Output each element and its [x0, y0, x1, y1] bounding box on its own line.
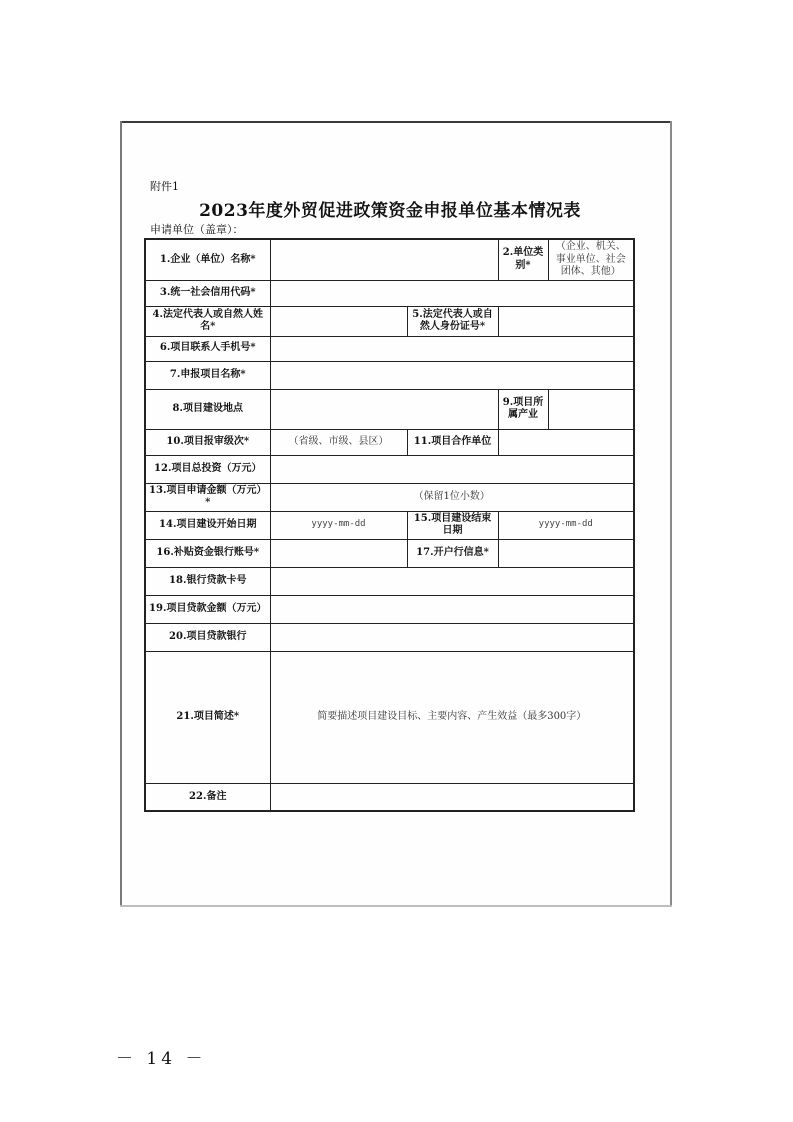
partner-unit-label: 11.项目合作单位: [407, 429, 498, 455]
form-row-12: [145, 455, 634, 483]
requested-amount-label: 13.项目申请金额（万元）*: [145, 483, 270, 511]
form-row-20: [145, 623, 634, 651]
contact-phone-label: 6.项目联系人手机号*: [145, 336, 270, 361]
bank-info-field[interactable]: [498, 539, 634, 567]
form-row-16: [145, 539, 634, 567]
unit-type-label: 2.单位类别*: [498, 239, 548, 280]
page-number: － 14 －: [116, 1049, 207, 1069]
end-date-label: 15.项目建设结束日期: [407, 511, 498, 539]
application-form-table: [144, 238, 635, 812]
credit-code-label: 3.统一社会信用代码*: [145, 280, 270, 306]
project-summary-field[interactable]: 简要描述项目建设目标、主要内容、产生效益（最多300字）: [270, 651, 634, 783]
project-industry-field[interactable]: [548, 389, 634, 429]
scan-edge-left: [120, 121, 122, 907]
form-row-22: [145, 783, 634, 811]
form-row-10: [145, 429, 634, 455]
total-investment-field[interactable]: [270, 455, 634, 483]
bank-info-label: 17.开户行信息*: [407, 539, 498, 567]
form-row-21: [145, 651, 634, 783]
remarks-label: 22.备注: [145, 783, 270, 811]
project-name-field[interactable]: [270, 361, 634, 389]
scan-edge-bottom: [120, 905, 672, 907]
scan-edge-right: [670, 121, 672, 907]
legal-rep-id-field[interactable]: [498, 306, 634, 336]
contact-phone-field[interactable]: [270, 336, 634, 361]
legal-rep-id-label: 5.法定代表人或自然人身份证号*: [407, 306, 498, 336]
loan-card-field[interactable]: [270, 567, 634, 595]
review-level-field[interactable]: （省级、市级、县区）: [270, 429, 407, 455]
form-row-13: [145, 483, 634, 511]
form-row-18: [145, 567, 634, 595]
loan-amount-label: 19.项目贷款金额（万元）: [145, 595, 270, 623]
attachment-label: 附件1: [150, 180, 179, 193]
form-row-8: [145, 389, 634, 429]
loan-bank-label: 20.项目贷款银行: [145, 623, 270, 651]
project-industry-label: 9.项目所属产业: [498, 389, 548, 429]
bank-account-field[interactable]: [270, 539, 407, 567]
review-level-label: 10.项目报审级次*: [145, 429, 270, 455]
remarks-field[interactable]: [270, 783, 634, 811]
requested-amount-field[interactable]: （保留1位小数）: [270, 483, 634, 511]
project-location-field[interactable]: [270, 389, 498, 429]
form-row-7: [145, 361, 634, 389]
start-date-field[interactable]: yyyy-mm-dd: [270, 511, 407, 539]
form-row-14: [145, 511, 634, 539]
total-investment-label: 12.项目总投资（万元）: [145, 455, 270, 483]
credit-code-field[interactable]: [270, 280, 634, 306]
loan-card-label: 18.银行贷款卡号: [145, 567, 270, 595]
form-row-6: [145, 336, 634, 361]
loan-bank-field[interactable]: [270, 623, 634, 651]
legal-rep-name-label: 4.法定代表人或自然人姓名*: [145, 306, 270, 336]
loan-amount-field[interactable]: [270, 595, 634, 623]
start-date-label: 14.项目建设开始日期: [145, 511, 270, 539]
form-title: 2023年度外贸促进政策资金申报单位基本情况表: [199, 201, 581, 221]
project-name-label: 7.申报项目名称*: [145, 361, 270, 389]
partner-unit-field[interactable]: [498, 429, 634, 455]
legal-rep-name-field[interactable]: [270, 306, 407, 336]
form-row-4: [145, 306, 634, 336]
unit-type-field[interactable]: （企业、机关、事业单位、社会团体、其他）: [548, 239, 634, 280]
company-name-field[interactable]: [270, 239, 498, 280]
end-date-field[interactable]: yyyy-mm-dd: [498, 511, 634, 539]
company-name-label: 1.企业（单位）名称*: [145, 239, 270, 280]
bank-account-label: 16.补贴资金银行账号*: [145, 539, 270, 567]
applicant-label: 申请单位（盖章）：: [150, 223, 244, 236]
form-row-1: [145, 239, 634, 280]
project-location-label: 8.项目建设地点: [145, 389, 270, 429]
form-row-19: [145, 595, 634, 623]
form-row-3: [145, 280, 634, 306]
project-summary-label: 21.项目简述*: [145, 651, 270, 783]
